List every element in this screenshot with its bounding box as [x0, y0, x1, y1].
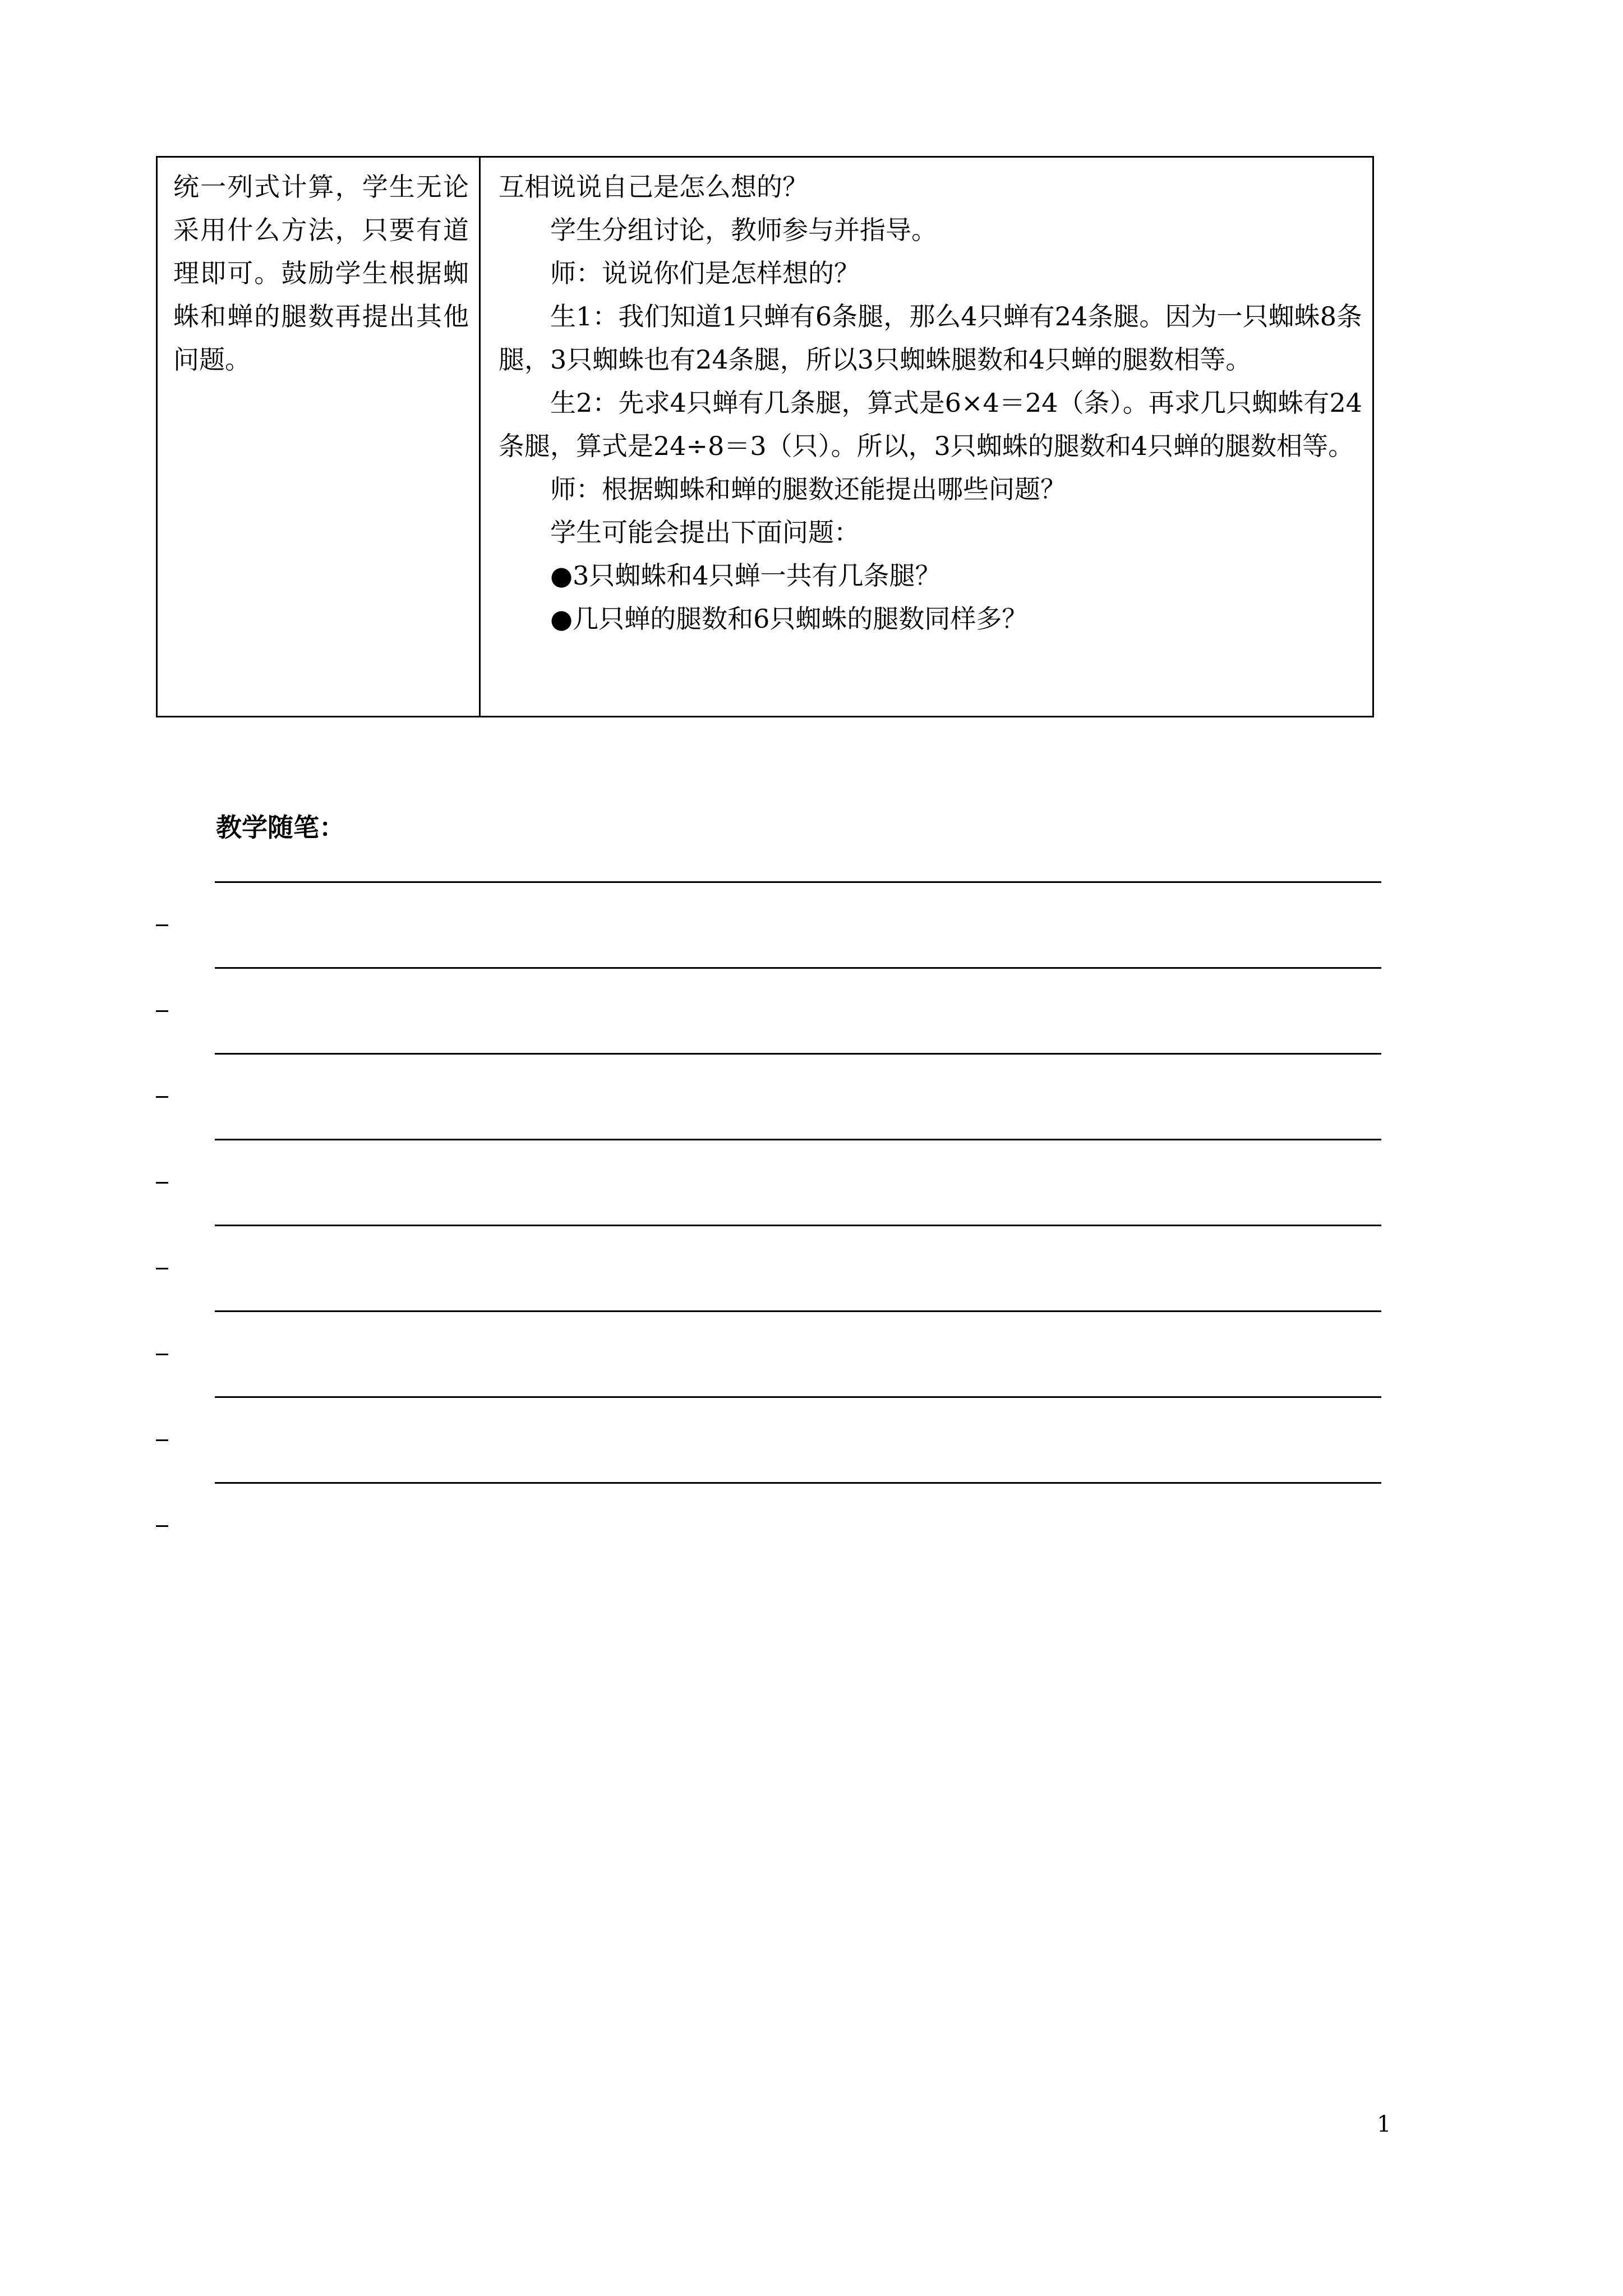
paragraph-1: 互相说说自己是怎么想的？ — [499, 172, 808, 202]
note-line-4 — [215, 1139, 1381, 1140]
paragraph-9: ●几只蝉的腿数和6只蜘蛛的腿数同样多？ — [550, 604, 1028, 634]
note-line-2 — [215, 967, 1381, 969]
page-number: 1 — [1377, 2111, 1391, 2137]
note-dash-2 — [156, 1010, 168, 1012]
note-dash-3 — [156, 1096, 168, 1098]
paragraph-3: 师：说说你们是怎样想的？ — [550, 258, 860, 288]
note-dash-1 — [156, 924, 168, 926]
table-left-column — [158, 158, 481, 716]
lesson-table — [156, 156, 1374, 717]
note-line-1 — [215, 881, 1381, 883]
note-line-8 — [215, 1482, 1381, 1484]
notes-title: 教学随笔： — [216, 812, 345, 843]
note-dash-4 — [156, 1182, 168, 1184]
note-line-3 — [215, 1053, 1381, 1055]
note-line-5 — [215, 1225, 1381, 1226]
teaching-note: 统一列式计算，学生无论采用什么方法，只要有道理即可。鼓励学生根据蜘蛛和蝉的腿数再提出其他问题。 — [173, 172, 469, 375]
paragraph-7: 学生可能会提出下面问题： — [550, 517, 860, 547]
note-dash-5 — [156, 1268, 168, 1269]
note-dash-6 — [156, 1354, 168, 1355]
paragraph-6: 师：根据蜘蛛和蝉的腿数还能提出哪些问题？ — [550, 474, 1066, 504]
paragraph-8: ●3只蜘蛛和4只蝉一共有几条腿？ — [550, 560, 941, 591]
note-line-7 — [215, 1396, 1381, 1398]
paragraph-2: 学生分组讨论，教师参与并指导。 — [550, 215, 937, 245]
table-right-column — [481, 158, 1372, 716]
paragraph-4: 生1：我们知道1只蝉有6条腿，那么4只蝉有24条腿。因为一只蜘蛛8条腿，3只蜘蛛也有24条腿，所以3只蜘蛛腿数和4只蝉的腿数相等。 — [499, 301, 1362, 375]
paragraph-5: 生2：先求4只蝉有几条腿，算式是6×4＝24（条）。再求几只蜘蛛有24条腿，算式是24÷8＝3（只）。所以，3只蜘蛛的腿数和4只蝉的腿数相等。 — [499, 388, 1362, 461]
note-dash-8 — [156, 1525, 168, 1527]
note-dash-7 — [156, 1439, 168, 1441]
note-line-6 — [215, 1310, 1381, 1312]
